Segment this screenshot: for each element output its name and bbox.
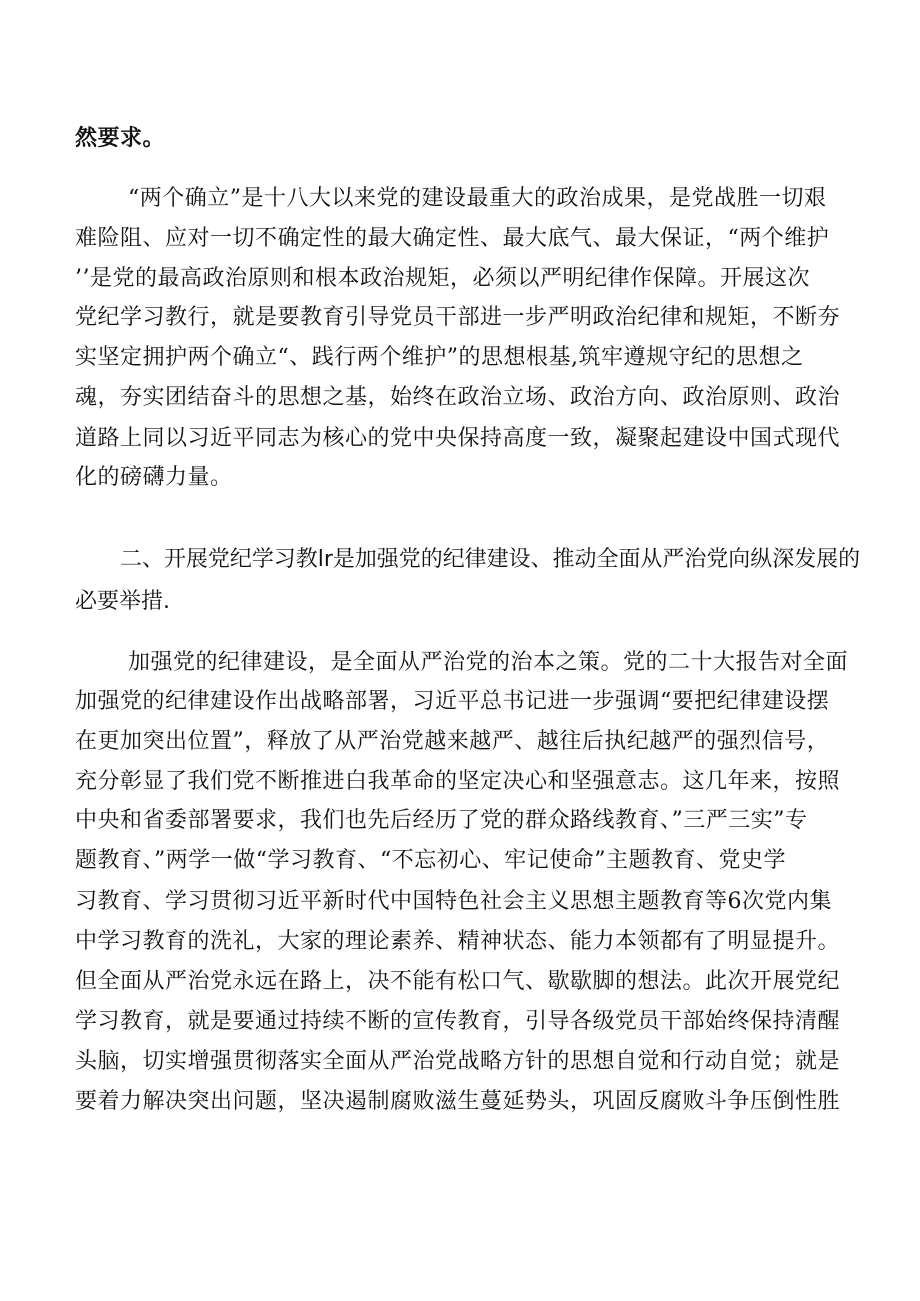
paragraph-3-line-9: 但全面从严治党永远在路上，决不能有松口气、歇歇脚的想法。此次开展党纪 [75, 969, 841, 994]
paragraph-3-line-2: 加强党的纪律建设作出战略部署，习近平总书记进一步强调“要把纪律建设摆 [75, 689, 830, 714]
paragraph-3-line-4: 充分彰显了我们党不断推进白我革命的坚定决心和坚强意志。这几年来，按照 [75, 769, 841, 794]
paragraph-2-line-3: ’’是党的最高政治原则和根本政治规矩，必须以严明纪律作保障。开展这次 [75, 266, 810, 291]
paragraph-3-line-10: 学习教育，就是要通过持续不断的宣传教育，引导各级党员干部始终保持清醒 [75, 1009, 841, 1034]
paragraph-2-line-2: 难险阻、应对一切不确定性的最大确定性、最大底气、最大保证，“两个维护 [75, 226, 830, 251]
paragraph-3-line-8: 中学习教育的洗礼，大家的理论素养、精神状态、能力本领都有了明显提升。 [75, 929, 841, 954]
paragraph-2-line-4: 党纪学习教行，就是要教育引导党员干部进一步严明政治纪律和规矩，不断夯 [75, 305, 841, 330]
paragraph-3-line-3: 在更加突出位置”，释放了从严治党越来越严、越往后执纪越严的强烈信号， [75, 729, 830, 754]
paragraph-3-line-6: 题教育、”两学一做“学习教育、“不忘初心、牢记使命”主题教育、党史学 [75, 848, 786, 873]
paragraph-3-line-5: 中央和省委部署要求，我们也先后经历了党的群众路线教育、”三严三实”专 [75, 808, 808, 833]
paragraph-2-line-7: 道路上同以习近平同志为核心的党中央保持高度一致，凝聚起建设中国式现代 [75, 426, 841, 451]
paragraph-3-line-12: 要着力解决突出问题，坚决遏制腐败滋生蔓延势头，巩固反腐败斗争压倒性胜 [75, 1089, 841, 1114]
paragraph-2-line-8: 化的磅礴力量。 [75, 465, 233, 490]
paragraph-2-line-1: “两个确立”是十八大以来党的建设最重大的政治成果，是党战胜一切艰 [128, 186, 827, 211]
paragraph-3-line-1: 加强党的纪律建设，是全面从严治党的治本之策。党的二十大报告对全面 [128, 650, 849, 675]
section-heading-line-2: 必要举措. [75, 589, 170, 614]
paragraph-3-line-11: 头脑，切实增强贯彻落实全面从严治党战略方针的思想自觉和行动自觉；就是 [75, 1049, 841, 1074]
section-heading-line-1: 二、开展党纪学习教lr是加强党的纪律建设、推动全面从严治党向纵深发展的 [120, 547, 861, 572]
paragraph-3-line-7: 习教育、学习贯彻习近平新时代中国特色社会主义思想主题教育等6次党内集 [75, 889, 832, 914]
paragraph-1-line-1: 然要求。 [75, 126, 166, 151]
paragraph-2-line-5: 实坚定拥护两个确立“、践行两个维护”的思想根基,筑牢遵规守纪的思想之 [75, 345, 804, 370]
paragraph-2-line-6: 魂，夯实团结奋斗的思想之基，始终在政治立场、政治方向、政治原则、政治 [75, 385, 841, 410]
